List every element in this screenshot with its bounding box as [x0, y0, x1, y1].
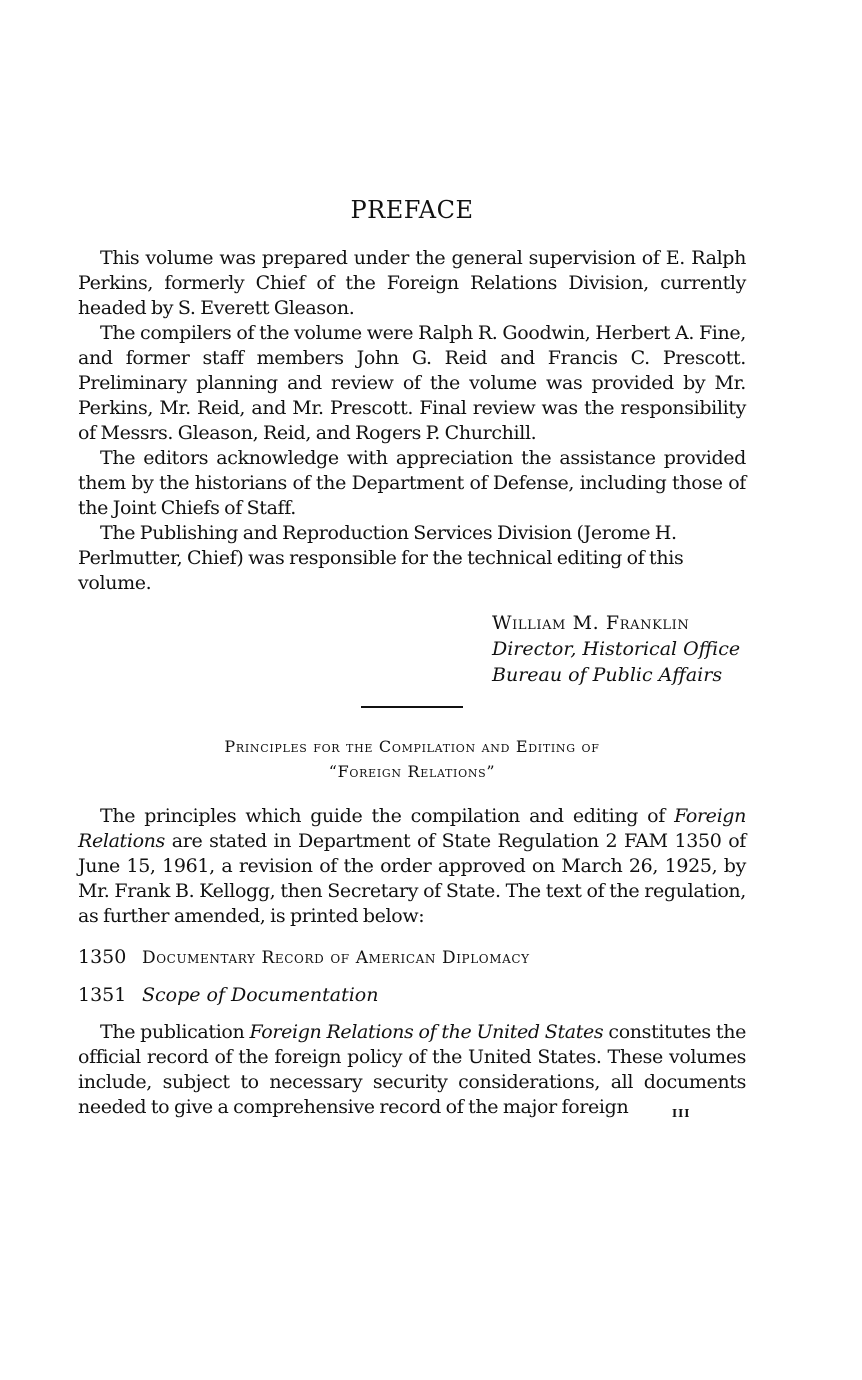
preface-paragraph-4: The Publishing and Reproduction Services Division (Jerome H. Perlmutter, Chief) was responsible for the technical editing of this volume. — [78, 522, 684, 594]
preface-paragraph-1: This volume was prepared under the general supervision of E. Ralph Perkins, formerly Chief of the Foreign Relations Division, currently headed by S. Everett Gleason. — [78, 247, 746, 319]
scope-text-after: constitutes the official record of the foreign policy of the United States. These volumes include, subject to necessary security considerations, all documents needed to give a comprehensive record of the major foreign — [78, 1021, 746, 1118]
section-title-1351: Scope of Documentation — [142, 984, 379, 1006]
principles-intro-text-after: are stated in Department of State Regulation 2 FAM 1350 of June 15, 1961, a revision of the order approved on March 26, 1925, by Mr. Frank B. Kellogg, then Secretary of State. The text of the regulation, as further amended, is printed below: — [78, 830, 746, 927]
section-1350 — [78, 945, 746, 971]
document-page — [78, 196, 746, 1120]
preface-paragraph-2: The compilers of the volume were Ralph R. Goodwin, Herbert A. Fine, and former staff members John G. Reid and Francis C. Prescott. Preliminary planning and review of the volume was provided by Mr. Perkins, Mr. Reid, and Mr. Prescott. Final review was the responsibility of Messrs. Gleason, Reid, and Rogers P. Churchill. — [78, 322, 746, 444]
section-1351 — [78, 983, 746, 1008]
signature-bureau: Bureau of Public Affairs — [492, 664, 723, 686]
scope-paragraph — [78, 1020, 746, 1120]
principles-intro-text-before: The principles which guide the compilation and editing of — [100, 805, 675, 827]
signature-title: Director, Historical Office — [492, 638, 741, 660]
principles-heading — [78, 734, 746, 784]
principles-heading-line-1: Principles for the Compilation and Editing of — [224, 737, 600, 756]
section-title-1350: Documentary Record of American Diplomacy — [142, 948, 530, 968]
scope-italic-title: Foreign Relations of the United States — [249, 1021, 604, 1043]
section-number-1350: 1350 — [78, 946, 127, 968]
page-number: iii — [672, 1102, 691, 1121]
signature-block — [78, 610, 746, 688]
principles-heading-line-2: “Foreign Relations” — [328, 762, 496, 781]
principles-intro-paragraph — [78, 804, 746, 929]
preface-paragraph-3: The editors acknowledge with appreciation the assistance provided them by the historians of the Department of Defense, including those of the Joint Chiefs of Staff. — [78, 447, 746, 519]
page-title: PREFACE — [350, 196, 474, 224]
principles-intro-italic-title: Foreign Relations — [78, 805, 746, 852]
section-divider — [361, 706, 463, 708]
scope-text-before: The publication — [100, 1021, 250, 1043]
section-number-1351: 1351 — [78, 984, 127, 1006]
signature-name: William M. Franklin — [492, 612, 690, 634]
